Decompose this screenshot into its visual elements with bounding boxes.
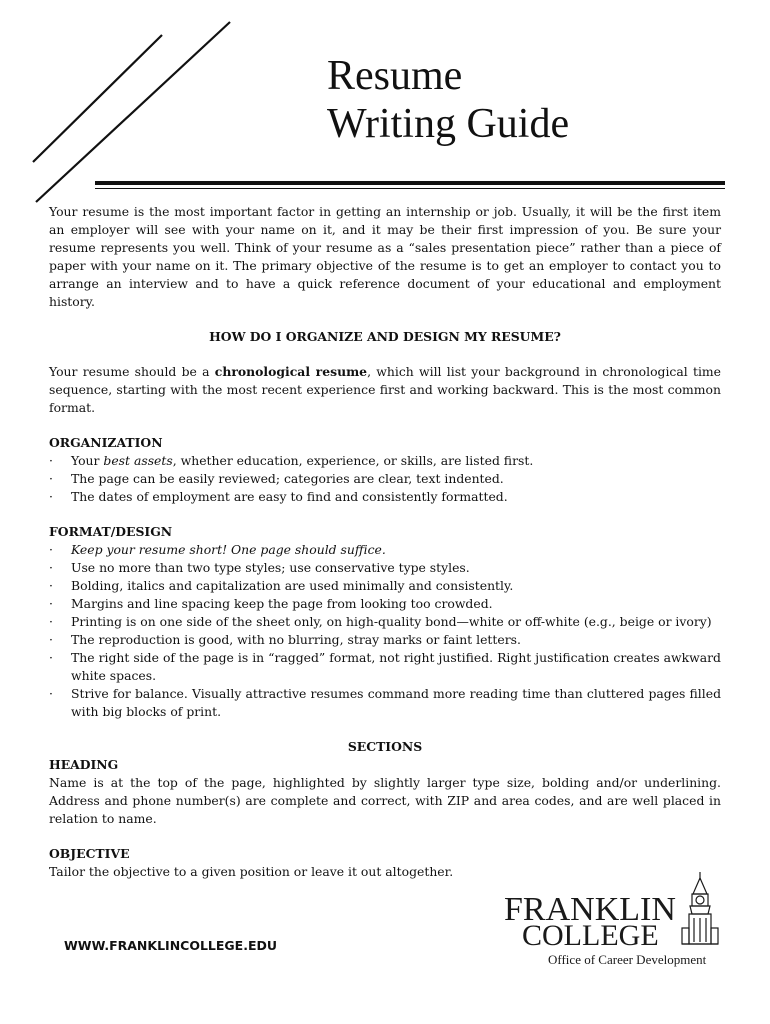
sections-heading: SECTIONS: [347, 739, 423, 754]
list-item: · Use no more than two type styles; use conservative type styles.: [49, 559, 721, 577]
organization-heading: ORGANIZATION: [49, 435, 163, 450]
objective-section-text: Tailor the objective to a given position or leave it out altogether.: [49, 864, 454, 879]
list-item: · Printing is on one side of the sheet only, on high-quality bond—white or off-white (e.g., beige or ivory): [49, 613, 721, 631]
format-heading: FORMAT/DESIGN: [49, 524, 173, 539]
title-rule-thin: [95, 188, 725, 189]
decorative-diagonal-lines: [0, 0, 260, 230]
list-item: · The page can be easily reviewed; categories are clear, text indented.: [49, 470, 721, 488]
list-item: · Strive for balance. Visually attractive resumes command more reading time than cluttered pages filled with big blocks of print.: [49, 685, 721, 721]
page-title: [327, 52, 569, 148]
document-body: [49, 203, 721, 881]
title-line-1: Resume: [327, 53, 463, 99]
chrono-text-after: , which will list your background in chronological time sequence, starting with the most recent experience first and working backward. This is the most common format.: [49, 364, 722, 415]
intro-paragraph: Your resume is the most important factor in getting an internship or job. Usually, it will be the first item an employer will see with your name on it, and it may be their first impression of you. Be sure your resume represents you well. Think of your resume as a “sales presentation piece” rather than a piece of paper with your name on it. The primary objective of the resume is to get an employer to contact you to arrange an interview and to have a quick reference document of your educational and employment history.: [49, 204, 721, 309]
list-item: · The right side of the page is in “ragged” format, not right justified. Right justification creates awkward white spaces.: [49, 649, 721, 685]
list-item: · Bolding, italics and capitalization are used minimally and consistently.: [49, 577, 721, 595]
list-item: · The dates of employment are easy to find and consistently formatted.: [49, 488, 721, 506]
franklin-college-logo: [500, 870, 725, 970]
list-item: · Margins and line spacing keep the page from looking too crowded.: [49, 595, 721, 613]
footer-url: WWW.FRANKLINCOLLEGE.EDU: [64, 938, 278, 953]
item-italic: Keep your resume short! One page should suffice.: [71, 542, 386, 557]
list-item: · The reproduction is good, with no blurring, stray marks or faint letters.: [49, 631, 721, 649]
chrono-bold-term: chronological resume: [214, 364, 368, 379]
item-italic: best assets: [103, 453, 173, 468]
item-text: Your: [71, 453, 104, 468]
logo-subtitle: Office of Career Development: [548, 952, 707, 967]
list-item: [49, 452, 721, 470]
item-text: , whether education, experience, or skills, are listed first.: [172, 453, 534, 468]
objective-section-title: OBJECTIVE: [49, 846, 130, 861]
list-item: [49, 541, 721, 559]
heading-section-title: HEADING: [49, 757, 119, 772]
logo-wordmark-line-2: COLLEGE: [522, 919, 659, 952]
organization-list: [49, 452, 721, 506]
chronological-paragraph: [49, 363, 721, 417]
chrono-text-before: Your resume should be a: [49, 364, 215, 379]
diagonal-line-2: [36, 22, 230, 202]
logo-wordmark-line-1: FRANKLIN: [504, 891, 676, 928]
format-list: [49, 541, 721, 721]
title-rule-thick: [95, 181, 725, 185]
heading-section-text: Name is at the top of the page, highlighted by slightly larger type size, bolding and/or underlining. Address and phone number(s) are complete and correct, with ZIP and area codes, and are well placed in relation to name.: [49, 775, 721, 826]
clock-tower-icon: [676, 870, 726, 950]
title-line-2: Writing Guide: [327, 101, 570, 147]
diagonal-line-1: [33, 35, 162, 162]
organize-heading: HOW DO I ORGANIZE AND DESIGN MY RESUME?: [209, 329, 561, 344]
